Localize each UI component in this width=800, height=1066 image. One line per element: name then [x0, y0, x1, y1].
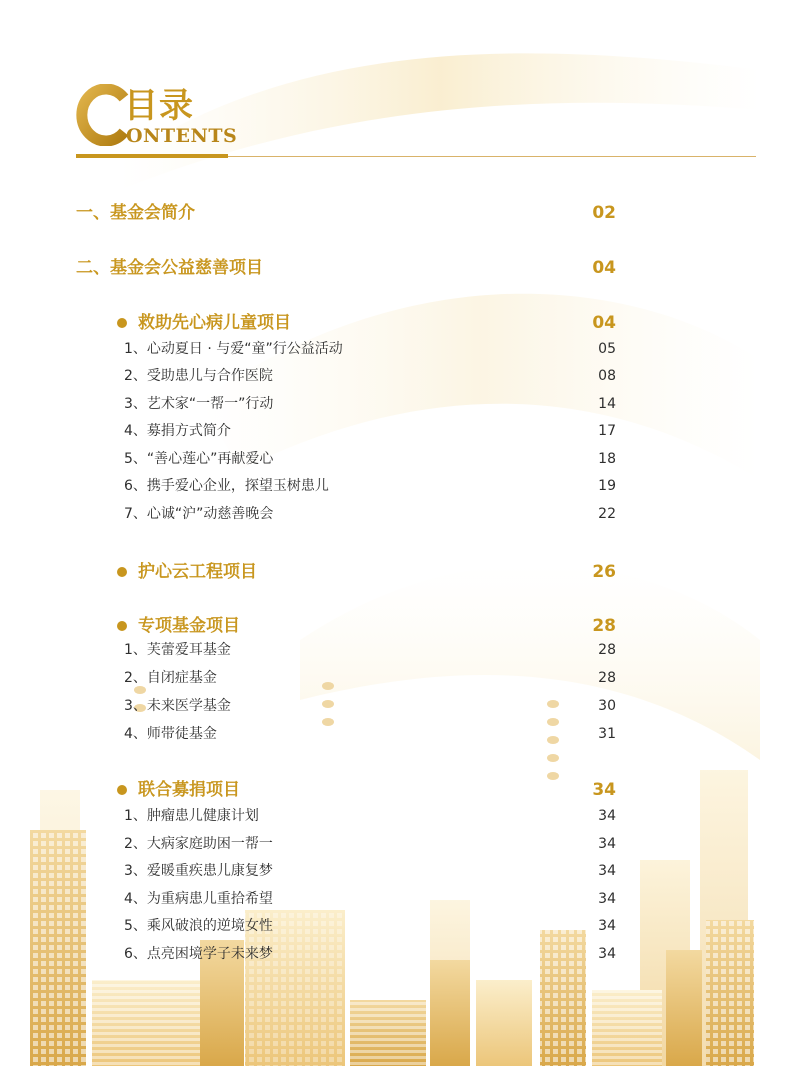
toc-item[interactable] [0, 858, 800, 884]
toc-item-label: 4、师带徒基金 [124, 726, 217, 742]
page-subtitle: ONTENTS [126, 125, 238, 147]
toc-item[interactable] [0, 501, 800, 527]
toc-section[interactable] [0, 777, 800, 803]
toc-item-page: 22 [598, 506, 616, 522]
toc-section-label: 专项基金项目 [138, 616, 240, 636]
toc-item-page: 14 [598, 396, 616, 412]
toc-item[interactable] [0, 637, 800, 663]
toc-item[interactable] [0, 418, 800, 444]
toc-item[interactable] [0, 803, 800, 829]
toc-item-page: 05 [598, 341, 616, 357]
bullet-dot-icon [117, 567, 127, 577]
toc-section-page: 34 [592, 780, 616, 800]
toc-section-label: 联合募捐项目 [138, 780, 240, 800]
toc-item-page: 34 [598, 946, 616, 962]
toc-section-page: 04 [592, 313, 616, 333]
toc-item-label: 6、携手爱心企业，探望玉树患儿 [124, 478, 329, 494]
toc-item-label: 3、未来医学基金 [124, 698, 231, 714]
bullet-dot-icon [117, 318, 127, 328]
toc-item-label: 7、心诚“沪”动慈善晚会 [124, 506, 274, 522]
toc-item-page: 19 [598, 478, 616, 494]
toc-section-label: 护心云工程项目 [138, 562, 257, 582]
toc-item-page: 34 [598, 836, 616, 852]
toc-section-page: 28 [592, 616, 616, 636]
toc-item-label: 1、肿瘤患儿健康计划 [124, 808, 259, 824]
toc-item[interactable] [0, 721, 800, 747]
toc-item-page: 34 [598, 918, 616, 934]
toc-item[interactable] [0, 886, 800, 912]
toc-item-page: 31 [598, 726, 616, 742]
toc-item-label: 5、“善心莲心”再献爱心 [124, 451, 274, 467]
toc-section[interactable] [0, 613, 800, 639]
toc-item-label: 2、大病家庭助困一帮一 [124, 836, 273, 852]
toc-entry-page: 02 [592, 203, 616, 223]
toc-section[interactable] [0, 559, 800, 585]
toc-entry-label: 二、基金会公益慈善项目 [76, 258, 263, 278]
toc-entry[interactable] [0, 200, 800, 226]
toc-item-page: 17 [598, 423, 616, 439]
toc-item-label: 2、受助患儿与合作医院 [124, 368, 273, 384]
toc-item[interactable] [0, 473, 800, 499]
toc-item-page: 34 [598, 891, 616, 907]
toc-section[interactable] [0, 310, 800, 336]
toc-item-page: 28 [598, 642, 616, 658]
bullet-dot-icon [117, 785, 127, 795]
toc-item-page: 34 [598, 863, 616, 879]
toc-item-label: 1、芙蕾爱耳基金 [124, 642, 231, 658]
bullet-dot-icon [117, 621, 127, 631]
toc-item-label: 3、艺术家“一帮一”行动 [124, 396, 274, 412]
toc-entry-label: 一、基金会简介 [76, 203, 195, 223]
toc-item-page: 30 [598, 698, 616, 714]
toc-item-label: 5、乘风破浪的逆境女性 [124, 918, 273, 934]
toc-item[interactable] [0, 391, 800, 417]
toc-item-page: 08 [598, 368, 616, 384]
toc-item[interactable] [0, 363, 800, 389]
toc-item-label: 4、募捐方式简介 [124, 423, 231, 439]
toc-item-label: 2、自闭症基金 [124, 670, 217, 686]
toc-item-page: 28 [598, 670, 616, 686]
toc-item-label: 6、点亮困境学子未来梦 [124, 946, 273, 962]
toc-section-label: 救助先心病儿童项目 [138, 313, 291, 333]
toc-item[interactable] [0, 941, 800, 967]
toc-item-page: 34 [598, 808, 616, 824]
page-title: 目录 [124, 86, 194, 126]
toc-entry[interactable] [0, 255, 800, 281]
toc-item-label: 1、心动夏日 · 与爱“童”行公益活动 [124, 341, 343, 357]
toc-item[interactable] [0, 336, 800, 362]
toc-item[interactable] [0, 665, 800, 691]
toc-item[interactable] [0, 693, 800, 719]
toc-item[interactable] [0, 446, 800, 472]
toc-section-page: 26 [592, 562, 616, 582]
toc-item[interactable] [0, 831, 800, 857]
toc-item-page: 18 [598, 451, 616, 467]
toc-item-label: 4、为重病患儿重拾希望 [124, 891, 273, 907]
toc-item[interactable] [0, 913, 800, 939]
toc-entry-page: 04 [592, 258, 616, 278]
toc-item-label: 3、爱暖重疾患儿康复梦 [124, 863, 273, 879]
